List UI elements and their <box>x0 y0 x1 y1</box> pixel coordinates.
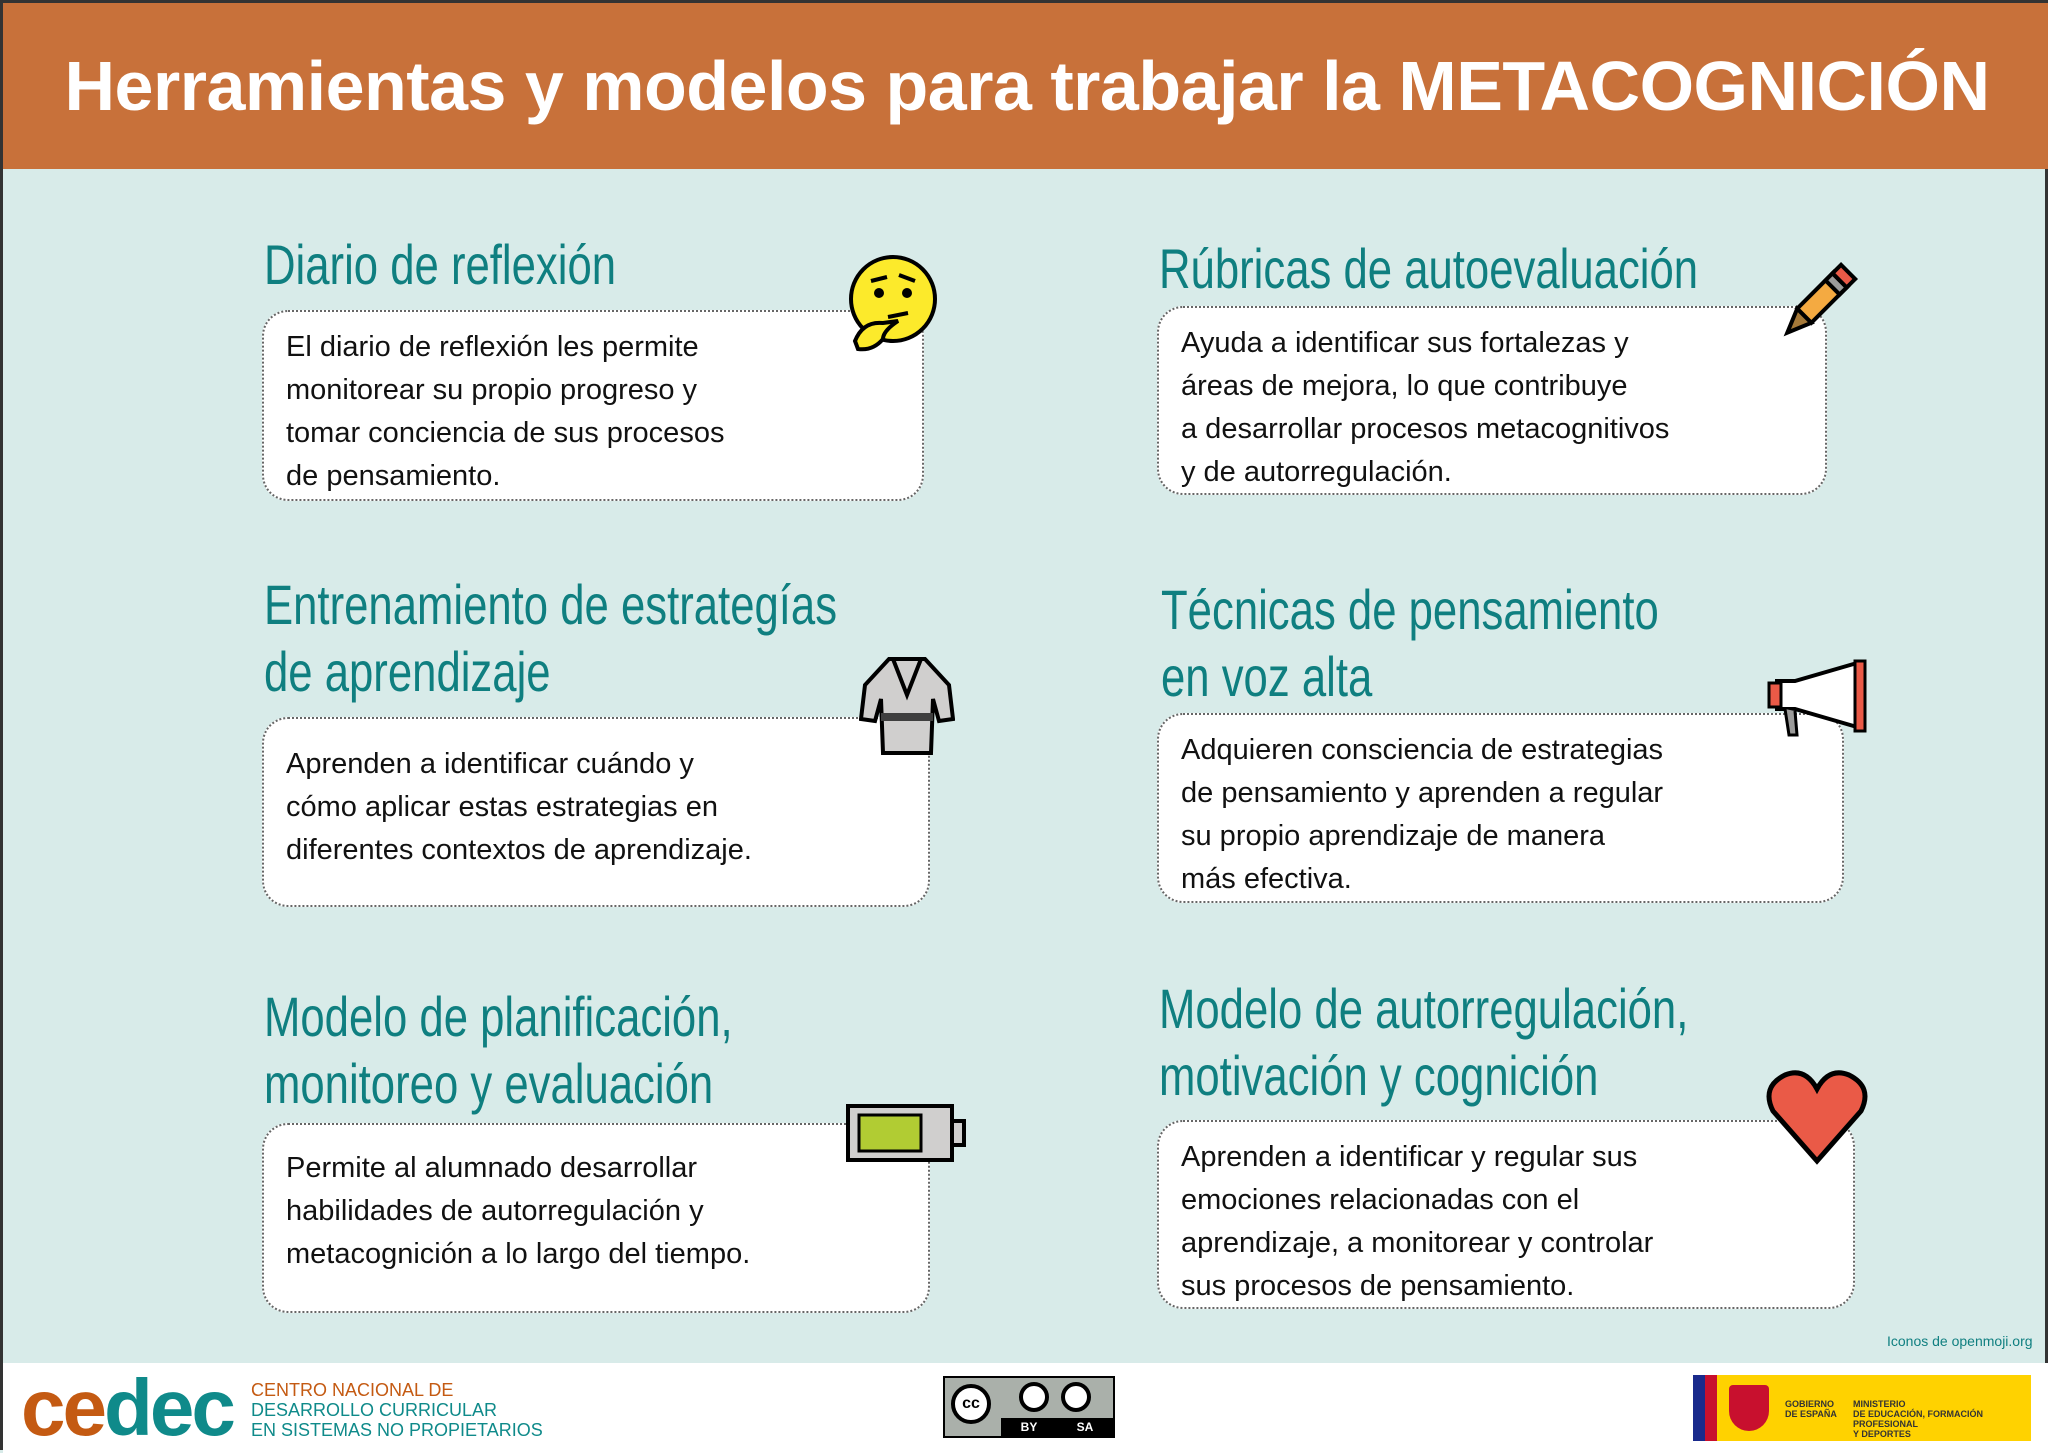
title-line: Rúbricas de autoevaluación <box>1159 237 1699 300</box>
section-card <box>1157 306 1827 495</box>
text-line: diferentes contextos de aprendizaje. <box>286 834 752 866</box>
title-line: Modelo de planificación, <box>264 985 733 1048</box>
ministry-line: Y DEPORTES <box>1853 1429 1911 1439</box>
cedec-line: EN SISTEMAS NO PROPIETARIOS <box>251 1420 543 1440</box>
cedec-line: CENTRO NACIONAL DE <box>251 1380 454 1400</box>
text-line: sus procesos de pensamiento. <box>1181 1270 1575 1302</box>
eu-flag <box>1693 1375 1705 1441</box>
text-line: habilidades de autorregulación y <box>286 1195 704 1227</box>
page-title: Herramientas y modelos para trabajar la METACOGNICIÓN <box>3 3 2048 169</box>
title-line: monitoreo y evaluación <box>264 1052 714 1115</box>
section-title <box>264 231 616 298</box>
sa-icon <box>1061 1382 1091 1412</box>
section-card <box>1157 1120 1855 1309</box>
icon-credit[interactable]: Iconos de openmoji.org <box>1887 1333 2033 1349</box>
heart-icon <box>1765 1067 1869 1167</box>
spain-flag-stripe <box>1705 1375 1717 1441</box>
text-line: de pensamiento. <box>286 460 501 492</box>
text-line: su propio aprendizaje de manera <box>1181 820 1605 852</box>
title-line: Modelo de autorregulación, <box>1159 977 1689 1040</box>
section-title <box>1161 576 1659 710</box>
text-line: Aprenden a identificar cuándo y <box>286 748 694 780</box>
text-line: Aprenden a identificar y regular sus <box>1181 1141 1638 1173</box>
pencil-icon <box>1769 255 1865 351</box>
section-title <box>264 983 733 1117</box>
coat-of-arms <box>1729 1385 1769 1431</box>
title-line: Entrenamiento de estrategías <box>264 573 838 636</box>
text-line: El diario de reflexión les permite <box>286 331 699 363</box>
text-line: aprendizaje, a monitorear y controlar <box>1181 1227 1654 1259</box>
text-line: y de autorregulación. <box>1181 456 1452 488</box>
cc-license-badge[interactable] <box>943 1376 1115 1438</box>
title-line: Técnicas de pensamiento <box>1161 578 1659 641</box>
cedec-line: DESARROLLO CURRICULAR <box>251 1400 498 1420</box>
ministry-line: DE EDUCACIÓN, FORMACIÓN PROFESIONAL <box>1853 1409 1983 1429</box>
title-line: de aprendizaje <box>264 640 551 703</box>
text-line: Permite al alumnado desarrollar <box>286 1152 698 1184</box>
section-card <box>1157 713 1844 903</box>
battery-icon <box>845 1103 969 1163</box>
gov-line: GOBIERNO <box>1785 1399 1835 1409</box>
cedec-name <box>251 1380 543 1440</box>
section-title <box>264 571 837 705</box>
title-line: en voz alta <box>1161 645 1373 708</box>
megaphone-icon <box>1765 659 1871 739</box>
gov-line: DE ESPAÑA <box>1785 1409 1837 1419</box>
cedec-logo: cedec <box>21 1363 233 1452</box>
title-line: motivación y cognición <box>1159 1044 1599 1107</box>
cc-icon: cc <box>951 1384 991 1424</box>
section-title <box>1159 975 1688 1109</box>
section-card <box>262 717 930 907</box>
text-line: a desarrollar procesos metacognitivos <box>1181 413 1670 445</box>
text-line: tomar conciencia de sus procesos <box>286 417 725 449</box>
ministry-line: MINISTERIO <box>1853 1399 1906 1409</box>
text-line: Adquieren consciencia de estrategias <box>1181 734 1664 766</box>
thinking-face-icon <box>843 251 943 361</box>
text-line: cómo aplicar estas estrategias en <box>286 791 718 823</box>
government-logo <box>1693 1375 2031 1441</box>
title-line: Diario de reflexión <box>264 233 617 296</box>
text-line: metacognición a lo largo del tiempo. <box>286 1238 751 1270</box>
section-card <box>262 310 924 501</box>
text-line: monitorear su propio progreso y <box>286 374 698 406</box>
text-line: áreas de mejora, lo que contribuye <box>1181 370 1628 402</box>
section-title <box>1159 235 1698 302</box>
by-label: BY <box>1020 1420 1038 1434</box>
martial-arts-uniform-icon <box>859 655 955 759</box>
sa-label: SA <box>1076 1420 1094 1434</box>
text-line: emociones relacionadas con el <box>1181 1184 1580 1216</box>
section-card <box>262 1123 930 1313</box>
text-line: Ayuda a identificar sus fortalezas y <box>1181 327 1629 359</box>
by-icon <box>1019 1382 1049 1412</box>
text-line: de pensamiento y aprenden a regular <box>1181 777 1664 809</box>
text-line: más efectiva. <box>1181 863 1352 895</box>
